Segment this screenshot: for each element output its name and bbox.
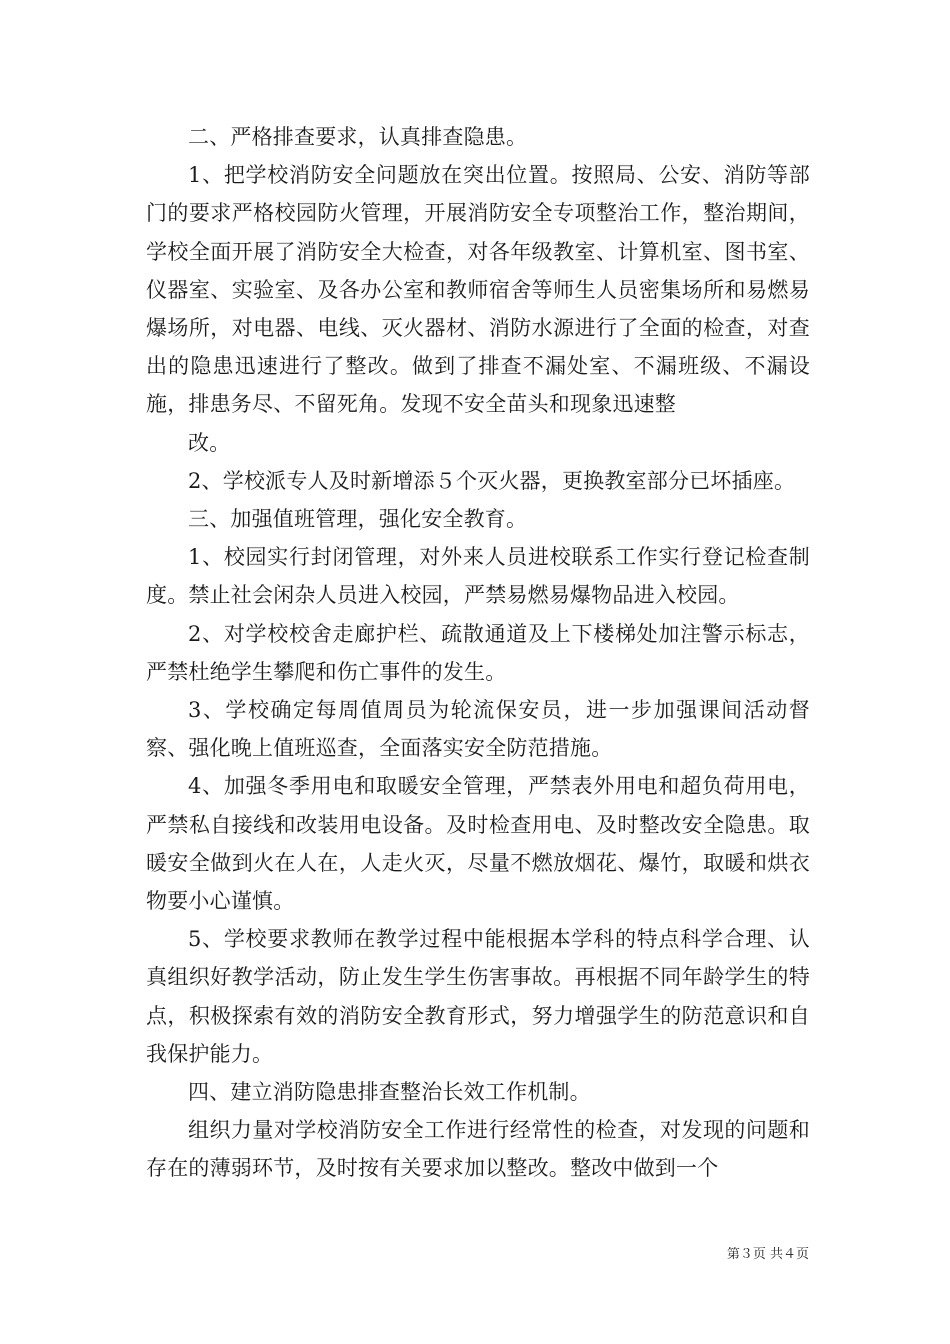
paragraph-3-3: 3、学校确定每周值周员为轮流保安员，进一步加强课间活动督察、强化晚上值班巡查，全面落实安全防范措施。	[146, 698, 810, 761]
paragraph-3-5: 5、学校要求教师在教学过程中能根据本学科的特点科学合理、认真组织好教学活动，防止发生学生伤害事故。再根据不同年龄学生的特点，积极探索有效的消防安全教育形式，努力增强学生的防范意识和自我保护能力。	[146, 927, 810, 1066]
section-heading-3: 三、加强值班管理，强化安全教育。	[188, 507, 528, 532]
section-heading-2: 二、严格排查要求，认真排查隐患。	[188, 125, 528, 149]
paragraph-3-1: 1、校园实行封闭管理，对外来人员进校联系工作实行登记检查制度。禁止社会闲杂人员进入校园，严禁易燃易爆物品进入校园。	[146, 545, 810, 608]
paragraph-2-1-continuation: 改。	[188, 430, 231, 455]
paragraph-3-2: 2、对学校校舍走廊护栏、疏散通道及上下楼梯处加注警示标志，严禁杜绝学生攀爬和伤亡事件的发生。	[146, 621, 810, 684]
paragraph-2-1: 1、把学校消防安全问题放在突出位置。按照局、公安、消防等部门的要求严格校园防火管理，开展消防安全专项整治工作，整治期间，学校全面开展了消防安全大检查，对各年级教室、计算机室、图书室、仪器室、实验室、及各办公室和教师宿舍等师生人员密集场所和易燃易爆场所，对电器、电线、灭火器材、消防水源进行了全面的检查，对查出的隐患迅速进行了整改。做到了排查不漏处室、不漏班级、不漏设施，排患务尽、不留死角。发现不安全苗头和现象迅速整	[146, 163, 810, 417]
page-number-footer: 第３页 共４页	[726, 1247, 809, 1262]
document-body	[146, 118, 810, 1188]
paragraph-2-2: 2、学校派专人及时新增添５个灭火器，更换教室部分已坏插座。	[188, 468, 796, 493]
paragraph-3-4: 4、加强冬季用电和取暖安全管理，严禁表外用电和超负荷用电，严禁私自接线和改装用电设备。及时检查用电、及时整改安全隐患。取暖安全做到火在人在，人走火灭，尽量不燃放烟花、爆竹，取暖和烘衣物要小心谨慎。	[146, 774, 810, 914]
section-heading-4: 四、建立消防隐患排查整治长效工作机制。	[188, 1080, 591, 1105]
paragraph-4-1: 组织力量对学校消防安全工作进行经常性的检查，对发现的问题和存在的薄弱环节，及时按有关要求加以整改。整改中做到一个	[146, 1118, 810, 1181]
